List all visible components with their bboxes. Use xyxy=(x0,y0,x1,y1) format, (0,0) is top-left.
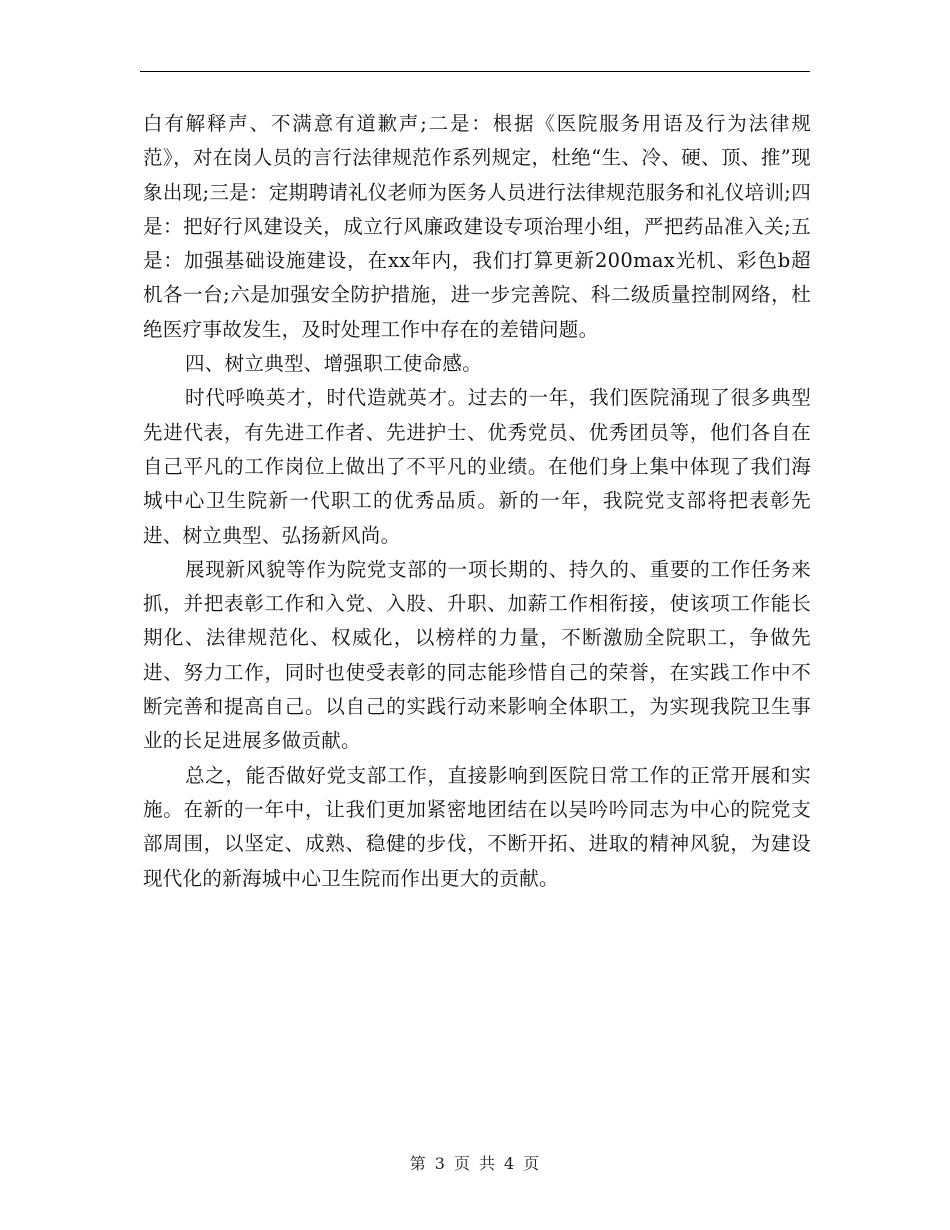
document-body xyxy=(143,107,811,896)
footer-label-total: 共 xyxy=(479,1154,497,1173)
footer-label-suffix: 页 xyxy=(523,1154,541,1173)
footer-total-pages: 4 xyxy=(504,1154,516,1173)
page-footer xyxy=(0,1153,950,1175)
section-heading-typical-models: 四、树立典型、增强职工使命感。 xyxy=(185,352,483,376)
footer-label-page: 页 xyxy=(453,1154,471,1173)
paragraph-talent: 时代呼唤英才，时代造就英才。过去的一年，我们医院涌现了很多典型先进代表，有先进工作者、先进护士、优秀党员、优秀团员等，他们各自在自己平凡的工作岗位上做出了不平凡的业绩。在他们身上集中体现了我们海城中心卫生院新一代职工的优秀品质。新的一年，我院党支部将把表彰先进、树立典型、弘扬新风尚。 xyxy=(143,386,811,547)
paragraph-conclusion: 总之，能否做好党支部工作，直接影响到医院日常工作的正常开展和实施。在新的一年中，让我们更加紧密地团结在以吴吟吟同志为中心的院党支部周围，以坚定、成熟、稳健的步伐，不断开拓、进取的精神风貌，为建设现代化的新海城中心卫生院而作出更大的贡献。 xyxy=(143,763,811,890)
footer-label-prefix: 第 xyxy=(409,1154,427,1173)
header-rule xyxy=(140,71,810,72)
paragraph-continued-measures: 白有解释声、不满意有道歉声;二是：根据《医院服务用语及行为法律规范》，对在岗人员的言行法律规范作系列规定，杜绝“生、冷、硬、顶、推”现象出现;三是：定期聘请礼仪老师为医务人员进行法律规范服务和礼仪培训;四是：把好行风建设关，成立行风廉政建设专项治理小组，严把药品准入关;五是：加强基础设施建设，在xx年内，我们打算更新200max光机、彩色b超机各一台;六是加强安全防护措施，进一步完善院、科二级质量控制网络，杜绝医疗事故发生，及时处理工作中存在的差错问题。 xyxy=(143,112,811,341)
footer-current-page: 3 xyxy=(434,1154,446,1173)
paragraph-new-style: 展现新风貌等作为院党支部的一项长期的、持久的、重要的工作任务来抓，并把表彰工作和入党、入股、升职、加薪工作相衔接，使该项工作能长期化、法律规范化、权威化，以榜样的力量，不断激励全院职工，争做先进、努力工作，同时也使受表彰的同志能珍惜自己的荣誉，在实践工作中不断完善和提高自己。以自己的实践行动来影响全体职工，为实现我院卫生事业的长足进展多做贡献。 xyxy=(143,557,811,753)
